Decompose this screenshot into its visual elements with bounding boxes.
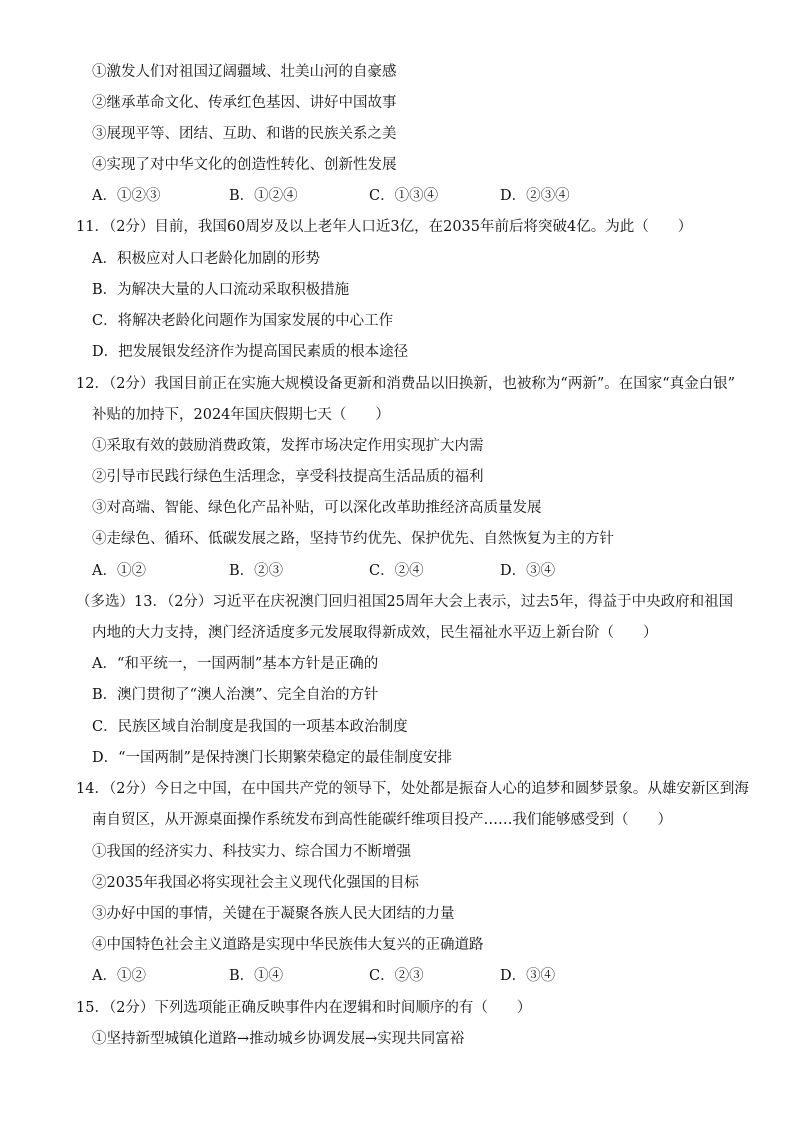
q12-item-3: ③对高端、智能、绿色化产品补贴，可以深化改革助推经济高质量发展 <box>92 500 542 516</box>
q11-option-a: A．积极应对人口老龄化加剧的形势 <box>92 251 320 267</box>
q12-option-d: D．③④ <box>500 563 556 579</box>
q10-item-4: ④实现了对中华文化的创造性转化、创新性发展 <box>92 157 397 173</box>
q13-stem-line1: （多选）13．（2分）习近平在庆祝澳门回归祖国25周年大会上表示，过去5年，得益于中央政府和祖国 <box>76 594 734 610</box>
q13-option-b: B．澳门贯彻了“澳人治澳”、完全自治的方针 <box>92 687 379 703</box>
q15-item-1: ①坚持新型城镇化道路→推动城乡协调发展→实现共同富裕 <box>92 1031 465 1047</box>
q14-item-2: ②2035年我国必将实现社会主义现代化强国的目标 <box>92 875 419 891</box>
q14-item-4: ④中国特色社会主义道路是实现中华民族伟大复兴的正确道路 <box>92 937 484 953</box>
q12-item-2: ②引导市民践行绿色生活理念，享受科技提高生活品质的福利 <box>92 469 484 485</box>
q10-item-2: ②继承革命文化、传承红色基因、讲好中国故事 <box>92 95 397 111</box>
q11-option-d: D．把发展银发经济作为提高国民素质的根本途径 <box>92 344 409 360</box>
q12-stem-line2: 补贴的加持下，2024年国庆假期七天（ ） <box>92 407 390 423</box>
q11-stem: 11．（2分）目前，我国60周岁及以上老年人口近3亿，在2035年前后将突破4亿。为此（ ） <box>76 219 693 235</box>
q13-option-c: C．民族区域自治制度是我国的一项基本政治制度 <box>92 719 408 735</box>
q13-stem-line2: 内地的大力支持，澳门经济适度多元发展取得新成效，民生福祉水平迈上新台阶（ ） <box>92 625 658 641</box>
q10-option-b: B．①②④ <box>229 188 298 204</box>
q11-option-b: B．为解决大量的人口流动采取积极措施 <box>92 282 350 298</box>
q12-option-a: A．①② <box>92 563 146 579</box>
q10-item-3: ③展现平等、团结、互助、和谐的民族关系之美 <box>92 126 397 142</box>
q14-option-b: B．①④ <box>229 968 284 984</box>
q14-item-3: ③办好中国的事情，关键在于凝聚各族人民大团结的力量 <box>92 906 455 922</box>
q13-option-a: A．“和平统一，一国两制”基本方针是正确的 <box>92 656 379 672</box>
q14-option-c: C．②③ <box>369 968 424 984</box>
q15-stem: 15．（2分）下列选项能正确反映事件内在逻辑和时间顺序的有（ ） <box>76 1000 532 1016</box>
q10-option-d: D．②③④ <box>500 188 570 204</box>
q14-stem-line2: 南自贸区，从开源桌面操作系统发布到高性能碳纤维项目投产……我们能够感受到（ ） <box>92 812 672 828</box>
q12-stem-line1: 12．（2分）我国目前正在实施大规模设备更新和消费品以旧换新，也被称为“两新”。在国家“真金白银” <box>76 376 736 392</box>
q10-item-1: ①激发人们对祖国辽阔疆域、壮美山河的自豪感 <box>92 64 397 80</box>
q14-item-1: ①我国的经济实力、科技实力、综合国力不断增强 <box>92 844 411 860</box>
q12-option-c: C．②④ <box>369 563 424 579</box>
q11-option-c: C．将解决老龄化问题作为国家发展的中心工作 <box>92 313 394 329</box>
q10-option-c: C．①③④ <box>369 188 439 204</box>
q12-item-1: ①采取有效的鼓励消费政策，发挥市场决定作用实现扩大内需 <box>92 438 484 454</box>
q13-option-d: D．“一国两制”是保持澳门长期繁荣稳定的最佳制度安排 <box>92 750 452 766</box>
q12-option-b: B．②③ <box>229 563 284 579</box>
q12-item-4: ④走绿色、循环、低碳发展之路，坚持节约优先、保护优先、自然恢复为主的方针 <box>92 531 614 547</box>
q10-option-a: A．①②③ <box>92 188 161 204</box>
q14-stem-line1: 14．（2分）今日之中国，在中国共产党的领导下，处处都是振奋人心的追梦和圆梦景象。从雄安新区到海 <box>76 781 749 797</box>
q14-option-d: D．③④ <box>500 968 556 984</box>
q14-option-a: A．①② <box>92 968 146 984</box>
